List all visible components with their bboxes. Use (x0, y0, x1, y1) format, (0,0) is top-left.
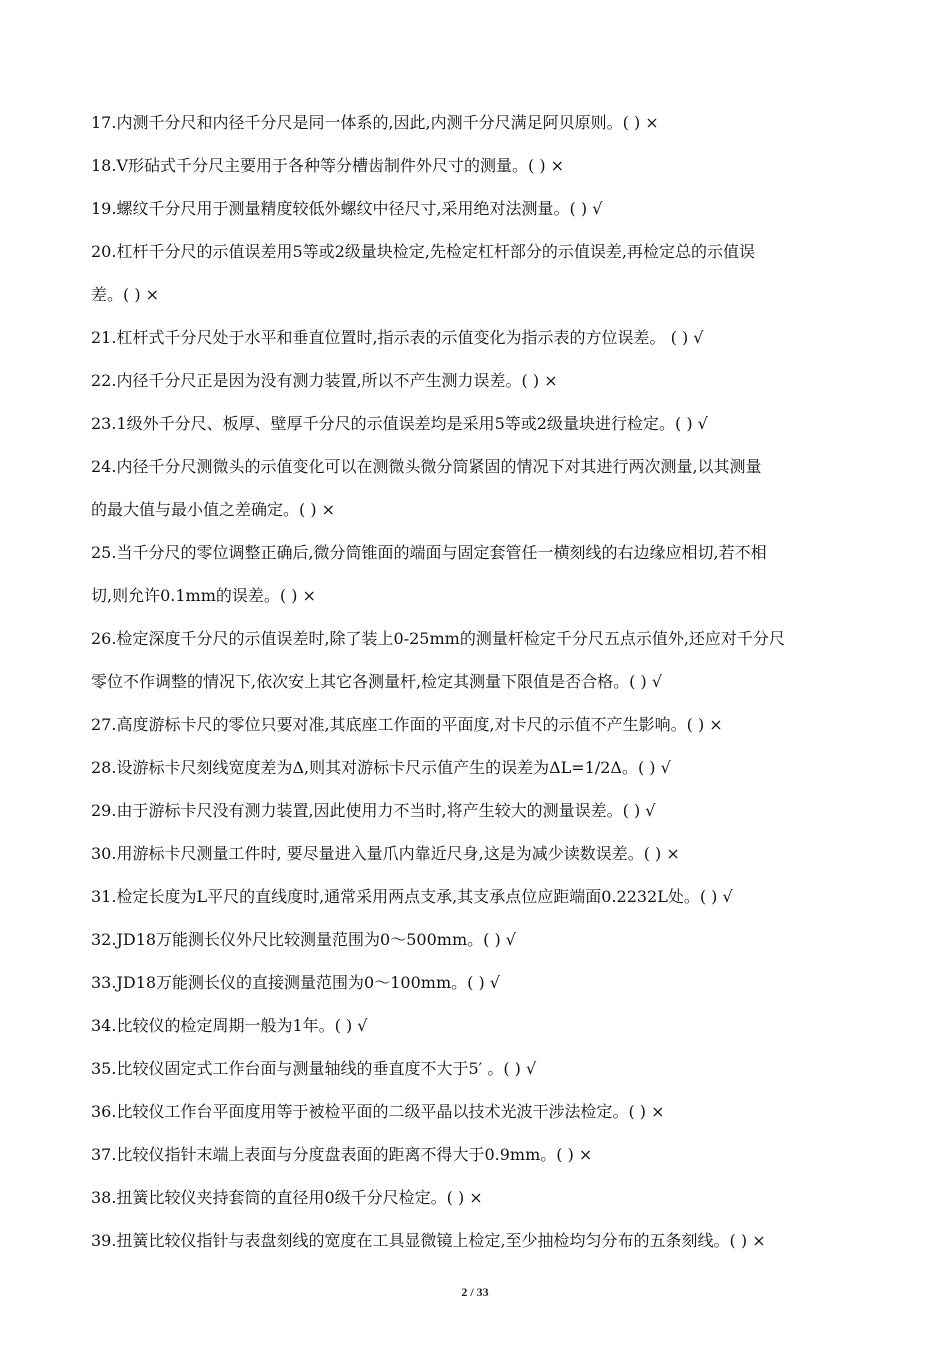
text-line: 22.内径千分尺正是因为没有测力装置,所以不产生测力误差。( ) × (91, 371, 558, 390)
text-line: 39.扭簧比较仪指针与表盘刻线的宽度在工具显微镜上检定,至少抽检均匀分布的五条刻线。( ) × (91, 1231, 766, 1250)
text-line: 切,则允许0.1mm的误差。( ) × (91, 586, 316, 605)
text-line: 32.JD18万能测长仪外尺比较测量范围为0～500mm。( ) √ (91, 930, 516, 949)
text-line: 零位不作调整的情况下,依次安上其它各测量杆,检定其测量下限值是否合格。( ) √ (91, 672, 663, 691)
text-line: 38.扭簧比较仪夹持套筒的直径用0级千分尺检定。( ) × (91, 1188, 483, 1207)
text-line: 29.由于游标卡尺没有测力装置,因此使用力不当时,将产生较大的测量误差。( ) √ (91, 801, 656, 820)
text-line: 20.杠杆千分尺的示值误差用5等或2级量块检定,先检定杠杆部分的示值误差,再检定总的示值误 (91, 242, 755, 261)
page-number: 2 / 33 (461, 1285, 489, 1299)
question-list (91, 101, 909, 1262)
text-line: 17.内测千分尺和内径千分尺是同一体系的,因此,内测千分尺满足阿贝原则。( ) × (91, 113, 659, 132)
text-line: 36.比较仪工作台平面度用等于被检平面的二级平晶以技术光波干涉法检定。( ) × (91, 1102, 665, 1121)
text-line: 34.比较仪的检定周期一般为1年。( ) √ (91, 1016, 368, 1035)
text-line: 26.检定深度千分尺的示值误差时,除了装上0-25mm的测量杆检定千分尺五点示值外,还应对千分尺 (91, 629, 785, 648)
text-line: 27.高度游标卡尺的零位只要对准,其底座工作面的平面度,对卡尺的示值不产生影响。( ) × (91, 715, 723, 734)
text-line: 19.螺纹千分尺用于测量精度较低外螺纹中径尺寸,采用绝对法测量。( ) √ (91, 199, 603, 218)
text-line: 28.设游标卡尺刻线宽度差为Δ,则其对游标卡尺示值产生的误差为ΔL=1/2Δ。( ) √ (91, 758, 671, 777)
text-line: 的最大值与最小值之差确定。( ) × (91, 500, 336, 519)
text-line: 23.1级外千分尺、板厚、壁厚千分尺的示值误差均是采用5等或2级量块进行检定。( ) √ (91, 414, 708, 433)
text-line: 25.当千分尺的零位调整正确后,微分筒锥面的端面与固定套管任一横刻线的右边缘应相切,若不相 (91, 543, 767, 562)
text-line: 31.检定长度为L平尺的直线度时,通常采用两点支承,其支承点位应距端面0.2232L处。( ) √ (91, 887, 733, 906)
text-line: 24.内径千分尺测微头的示值变化可以在测微头微分筒紧固的情况下对其进行两次测量,以其测量 (91, 457, 762, 476)
text-line: 37.比较仪指针末端上表面与分度盘表面的距离不得大于0.9mm。( ) × (91, 1145, 593, 1164)
text-line: 18.V形砧式千分尺主要用于各种等分槽齿制件外尺寸的测量。( ) × (91, 156, 565, 175)
text-line: 21.杠杆式千分尺处于水平和垂直位置时,指示表的示值变化为指示表的方位误差。 ( ) √ (91, 328, 704, 347)
text-line: 差。( ) × (91, 285, 160, 304)
text-line: 33.JD18万能测长仪的直接测量范围为0～100mm。( ) √ (91, 973, 500, 992)
text-line: 35.比较仪固定式工作台面与测量轴线的垂直度不大于5′ 。( ) √ (91, 1059, 537, 1078)
text-line: 30.用游标卡尺测量工件时, 要尽量进入量爪内靠近尺身,这是为减少读数误差。( ) × (91, 844, 680, 863)
